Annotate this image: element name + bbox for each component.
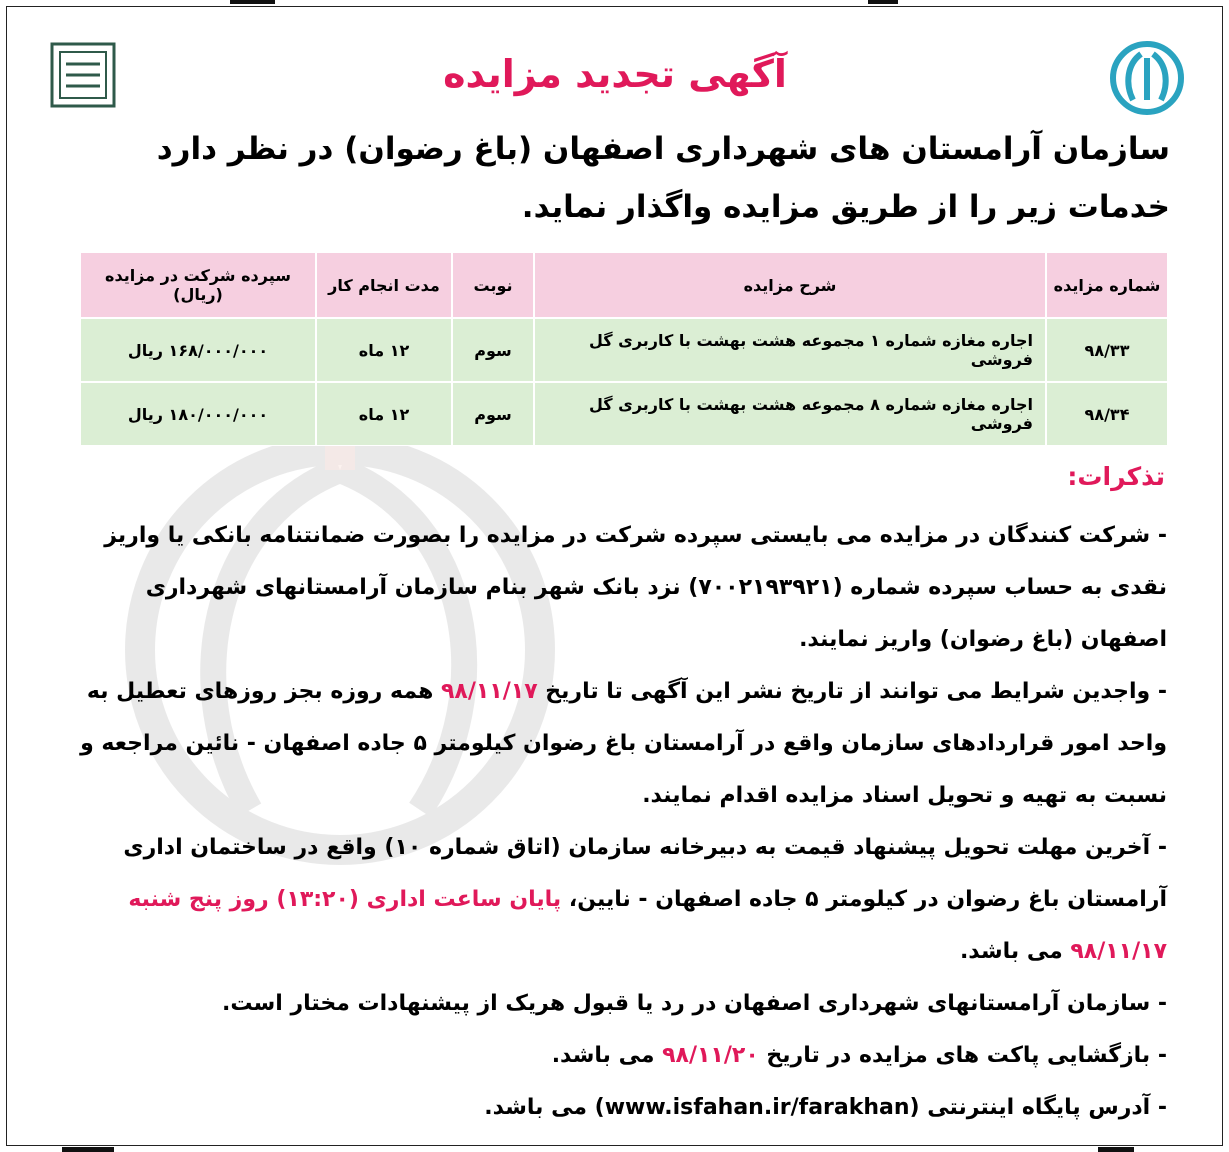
- notes-list: [70, 510, 1167, 1134]
- table-header-row: [80, 252, 1168, 318]
- frame-mark: [230, 0, 275, 4]
- note-rights: - سازمان آرامستانهای شهرداری اصفهان در رد یا قبول هریک از پیشنهادات مختار است.: [222, 991, 1167, 1016]
- header-description: شرح مزایده: [534, 252, 1046, 318]
- note-documents-text: - واجدین شرایط می توانند از تاریخ نشر این آگهی تا تاریخ: [537, 679, 1167, 704]
- note-opening-text: - بازگشایی پاکت های مزایده در تاریخ: [758, 1043, 1167, 1068]
- note-deadline-text: - آخرین مهلت تحویل پیشنهاد قیمت به دبیرخانه سازمان (اتاق شماره ۱۰) واقع در ساختمان اداری آرامستان باغ رضوان در کیلومتر ۵ جاده اصفهان - نایین،: [123, 835, 1167, 912]
- frame-mark: [1098, 1147, 1134, 1152]
- table-row: [80, 318, 1168, 382]
- note-opening: [70, 1030, 1167, 1082]
- header-round: نوبت: [452, 252, 534, 318]
- note-documents-text-end: همه روزه بجز روزهای تعطیل به واحد امور قراردادهای سازمان واقع در آرامستان باغ رضوان کیلومتر ۵ جاده اصفهان - نائین مراجعه و نسبت به تهیه و تحویل اسناد مزایده اقدام نمایند.: [80, 679, 1167, 808]
- cell-duration: ۱۲ ماه: [316, 382, 452, 446]
- cell-auction-number: ۹۸/۳۳: [1046, 318, 1168, 382]
- note-website: - آدرس پایگاه اینترنتی (www.isfahan.ir/farakhan) می باشد.: [484, 1095, 1167, 1120]
- cell-round: سوم: [452, 318, 534, 382]
- municipality-logo-icon: [50, 42, 116, 108]
- note-opening-text-end: می باشد.: [551, 1043, 663, 1068]
- cell-deposit: ۱۶۸/۰۰۰/۰۰۰ ریال: [80, 318, 316, 382]
- frame-mark: [868, 0, 898, 4]
- header-duration: مدت انجام کار: [316, 252, 452, 318]
- cell-auction-number: ۹۸/۳۴: [1046, 382, 1168, 446]
- cell-deposit: ۱۸۰/۰۰۰/۰۰۰ ریال: [80, 382, 316, 446]
- cell-description: اجاره مغازه شماره ۸ مجموعه هشت بهشت با کاربری گل فروشی: [534, 382, 1046, 446]
- note-opening-date: ۹۸/۱۱/۲۰: [662, 1043, 759, 1068]
- cell-description: اجاره مغازه شماره ۱ مجموعه هشت بهشت با کاربری گل فروشی: [534, 318, 1046, 382]
- page-title: آگهی تجدید مزایده: [443, 52, 787, 96]
- notes-heading: تذکرات:: [1067, 462, 1165, 491]
- note-documents: [70, 666, 1167, 822]
- note-deadline-text-end: می باشد.: [959, 939, 1071, 964]
- frame-mark: [62, 1147, 114, 1152]
- note-deadline-highlight: پایان ساعت اداری (۱۳:۲۰) روز پنج شنبه ۹۸/۱۱/۱۷: [128, 887, 1167, 964]
- organization-logo-icon: [1107, 38, 1187, 118]
- header-auction-number: شماره مزایده: [1046, 252, 1168, 318]
- auction-table: [80, 252, 1168, 446]
- table-row: [80, 382, 1168, 446]
- note-deadline: [70, 822, 1167, 978]
- lead-paragraph: سازمان آرامستان های شهرداری اصفهان (باغ رضوان) در نظر دارد خدمات زیر را از طریق مزایده واگذار نماید.: [156, 131, 1170, 225]
- cell-round: سوم: [452, 382, 534, 446]
- note-deposit: - شرکت کنندگان در مزایده می بایستی سپرده شرکت در مزایده را بصورت ضمانتنامه بانکی یا واریز نقدی به حساب سپرده شماره (۷۰۰۲۱۹۳۹۲۱) نزد بانک شهر بنام سازمان آرامستانهای شهرداری اصفهان (باغ رضوان) واریز نمایند.: [104, 523, 1167, 652]
- header-deposit: سپرده شرکت در مزایده (ریال): [80, 252, 316, 318]
- note-documents-date: ۹۸/۱۱/۱۷: [440, 679, 538, 704]
- cell-duration: ۱۲ ماه: [316, 318, 452, 382]
